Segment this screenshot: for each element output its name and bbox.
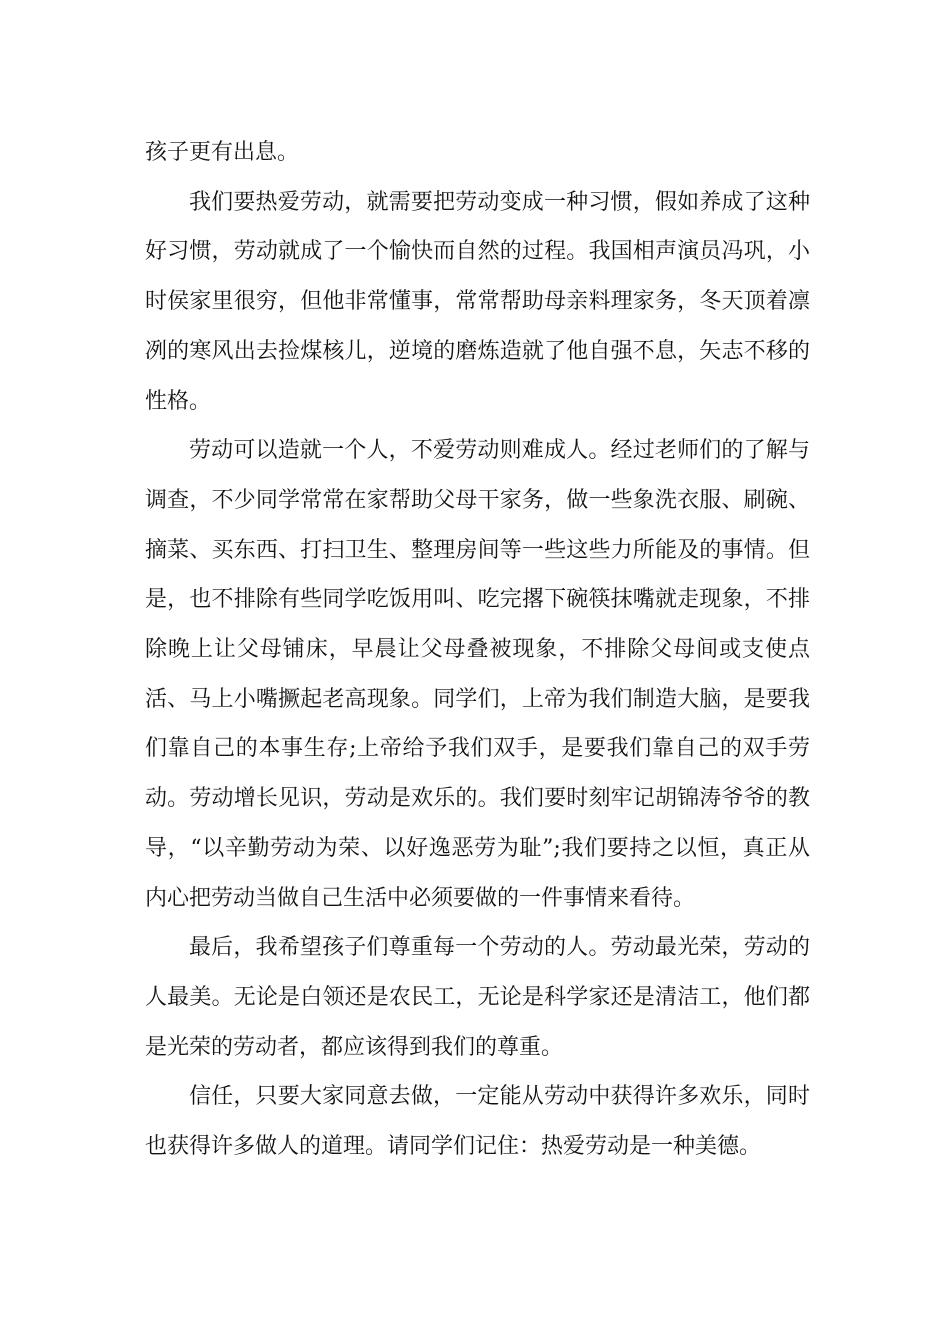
paragraph-continuation: 孩子更有出息。 [145,140,300,165]
paragraph-conclusion: 信任，只要大家同意去做，一定能从劳动中获得许多欢乐，同时也获得许多做人的道理。请同学们记住：热爱劳动是一种美德。 [145,1084,810,1160]
body-text [145,128,810,1172]
paragraph-labor-habit: 我们要热爱劳动，就需要把劳动变成一种习惯，假如养成了这种好习惯，劳动就成了一个愉快而自然的过程。我国相声演员冯巩，小时侯家里很穷，但他非常懂事，常常帮助母亲料理家务，冬天顶着凛冽的寒风出去捡煤核儿，逆境的磨炼造就了他自强不息，矢志不移的性格。 [145,189,810,414]
paragraph-respect-workers: 最后，我希望孩子们尊重每一个劳动的人。劳动最光荣，劳动的人最美。无论是白领还是农民工，无论是科学家还是清洁工，他们都是光荣的劳动者，都应该得到我们的尊重。 [145,935,810,1060]
paragraph-labor-character: 劳动可以造就一个人，不爱劳动则难成人。经过老师们的了解与调查，不少同学常常在家帮助父母干家务，做一些象洗衣服、刷碗、摘菜、买东西、打扫卫生、整理房间等一些这些力所能及的事情。但是，也不排除有些同学吃饭用叫、吃完撂下碗筷抹嘴就走现象，不排除晚上让父母铺床，早晨让父母叠被现象，不排除父母间或支使点活、马上小嘴撅起老高现象。同学们，上帝为我们制造大脑，是要我们靠自己的本事生存;上帝给予我们双手，是要我们靠自己的双手劳动。劳动增长见识，劳动是欢乐的。我们要时刻牢记胡锦涛爷爷的教导，“以辛勤劳动为荣、以好逸恶劳为耻”;我们要持之以恒，真正从内心把劳动当做自己生活中必须要做的一件事情来看待。 [145,438,810,911]
